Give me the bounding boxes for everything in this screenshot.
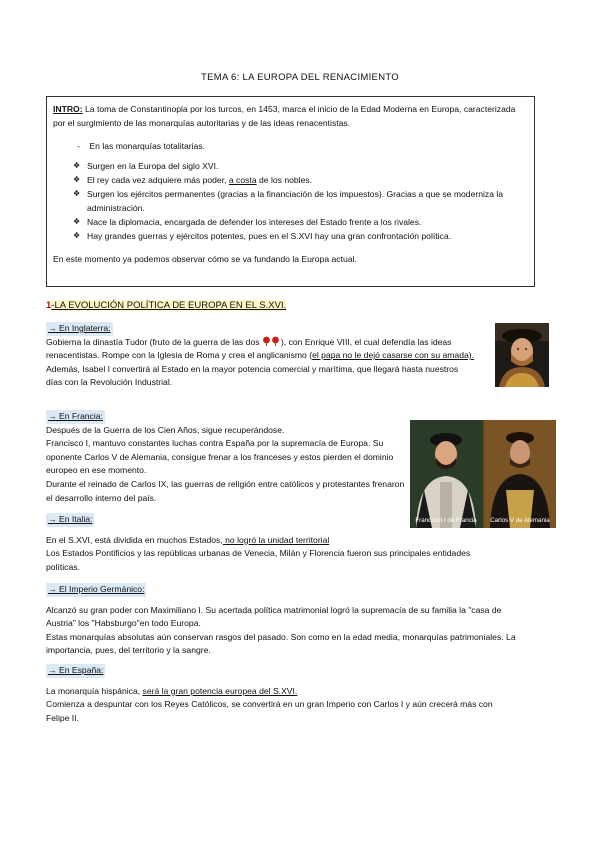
diamond-bullet-icon: ❖ bbox=[73, 189, 81, 198]
bullet-item: ❖ Surgen en la Europa del siglo XVI. bbox=[73, 161, 219, 171]
diamond-bullet-icon: ❖ bbox=[73, 161, 81, 170]
intro-text: La toma de Constantinopla por los turcos, en 1453, marca el inicio de la Edad Moderna en Europa, caracterizada por el surgimiento de las monarquías autoritarias y de las ideas renacentistas. bbox=[53, 104, 516, 128]
francia-line: Francisco I, mantuvo constantes luchas contra España por la supremacía de Europa. Su oponente Carlos V de Alemania, consigue frenar a los franceses y estos pierden el dominio europeo en ese momento. bbox=[46, 438, 394, 476]
heading-inglaterra: → En Inglaterra: bbox=[46, 322, 113, 336]
section-imperio bbox=[46, 583, 521, 658]
intro-subheading: - En las monarquías totalitarias. bbox=[77, 141, 206, 151]
imperio-paragraph: Alcanzó su gran poder con Maximiliano I. Su acertada política matrimonial logró la supremacía de su familia la "casa de Austria" los "Habsburgo"en todo Europa. bbox=[46, 604, 502, 629]
intro-label: INTRO: bbox=[53, 104, 83, 114]
inglaterra-paragraph-2: Además, Isabel I convertirá al Estado en la mayor potencia comercial y marítima, que llegará hasta nuestros días con la Revolución Industrial. bbox=[46, 363, 459, 388]
intro-paragraph bbox=[53, 102, 528, 130]
diamond-bullet-icon: ❖ bbox=[73, 175, 81, 184]
section-inglaterra bbox=[46, 322, 491, 390]
heading-imperio: → El Imperio Germánico: bbox=[46, 583, 146, 597]
espana-paragraph: La monarquía hispánica, será la gran potencia europea del S.XVI. bbox=[46, 685, 298, 696]
bullet-item: ❖ El rey cada vez adquiere más poder, a costa de los nobles. bbox=[73, 175, 313, 185]
espana-paragraph-2: Comienza a despuntar con los Reyes Católicos, se convertirá en un gran Imperio con Carlos I y aún crecerá más con Felipe II. bbox=[46, 699, 493, 723]
heading-italia: → En Italia: bbox=[46, 513, 94, 527]
section-espana bbox=[46, 664, 516, 725]
kings-portraits-image bbox=[410, 420, 556, 528]
heading-espana: → En España: bbox=[46, 664, 105, 678]
page-title: TEMA 6: LA EUROPA DEL RENACIMIENTO bbox=[201, 72, 399, 83]
francia-line: Durante el reinado de Carlos IX, las guerras de religión entre católicos y protestantes frenaron el desarrollo interno del país. bbox=[46, 478, 405, 503]
intro-closing: En este momento ya podemos observar cómo se va fundando la Europa actual. bbox=[53, 253, 357, 264]
section-francia bbox=[46, 410, 406, 505]
section-heading bbox=[46, 300, 286, 311]
henry-viii-portrait bbox=[495, 323, 549, 387]
italia-paragraph: En el S.XVI, está dividida en muchos Estados, no logró la unidad territorial bbox=[46, 534, 330, 545]
italia-paragraph-2: Los Estados Pontificios y las repúblicas urbanas de Venecia, Milán y Florencia fueron sus principales entidades políticas. bbox=[46, 548, 471, 572]
bullet-item: ❖ Hay grandes guerras y ejércitos potentes, pues en el S.XVI hay una gran confrontación política. bbox=[73, 231, 452, 241]
section-number: 1 bbox=[46, 300, 52, 311]
intro-bullet-list bbox=[73, 159, 528, 243]
francia-line: Después de la Guerra de los Cien Años, sigue recuperándose. bbox=[46, 424, 285, 435]
heading-francia: → En Francia: bbox=[46, 410, 105, 424]
caption-carlos-v: Carlos V de Alemania bbox=[490, 517, 550, 524]
diamond-bullet-icon: ❖ bbox=[73, 231, 81, 240]
section-italia bbox=[46, 513, 506, 574]
rose-icon bbox=[262, 337, 281, 347]
bullet-item: ❖ Surgen los ejércitos permanentes (gracias a la financiación de los impuestos). Gracias a que se moderniza la administración. bbox=[73, 189, 504, 213]
inglaterra-paragraph: Gobierna la dinastía Tudor (fruto de la guerra de las dos ), con Enrique VIII, el cual defendía las ideas renacentistas. Rompe con la Iglesia de Roma y crea el anglicanismo (el papa no le dejó casarse con su amada). bbox=[46, 336, 475, 361]
imperio-paragraph-2: Estas monarquías absolutas aún conservan rasgos del pasado. Son como en la edad media, monarquías patrimoniales. La importancia, pues, del territorio y la sangre. bbox=[46, 631, 516, 656]
caption-francisco-i: Francisco I de Francia bbox=[415, 517, 477, 524]
diamond-bullet-icon: ❖ bbox=[73, 217, 81, 226]
bullet-item: ❖ Nace la diplomacia, encargada de defender los intereses del Estado frente a los rivales. bbox=[73, 217, 422, 227]
intro-box bbox=[46, 96, 535, 287]
section-title: -LA EVOLUCIÓN POLÍTICA DE EUROPA EN EL S.XVI. bbox=[51, 300, 287, 311]
